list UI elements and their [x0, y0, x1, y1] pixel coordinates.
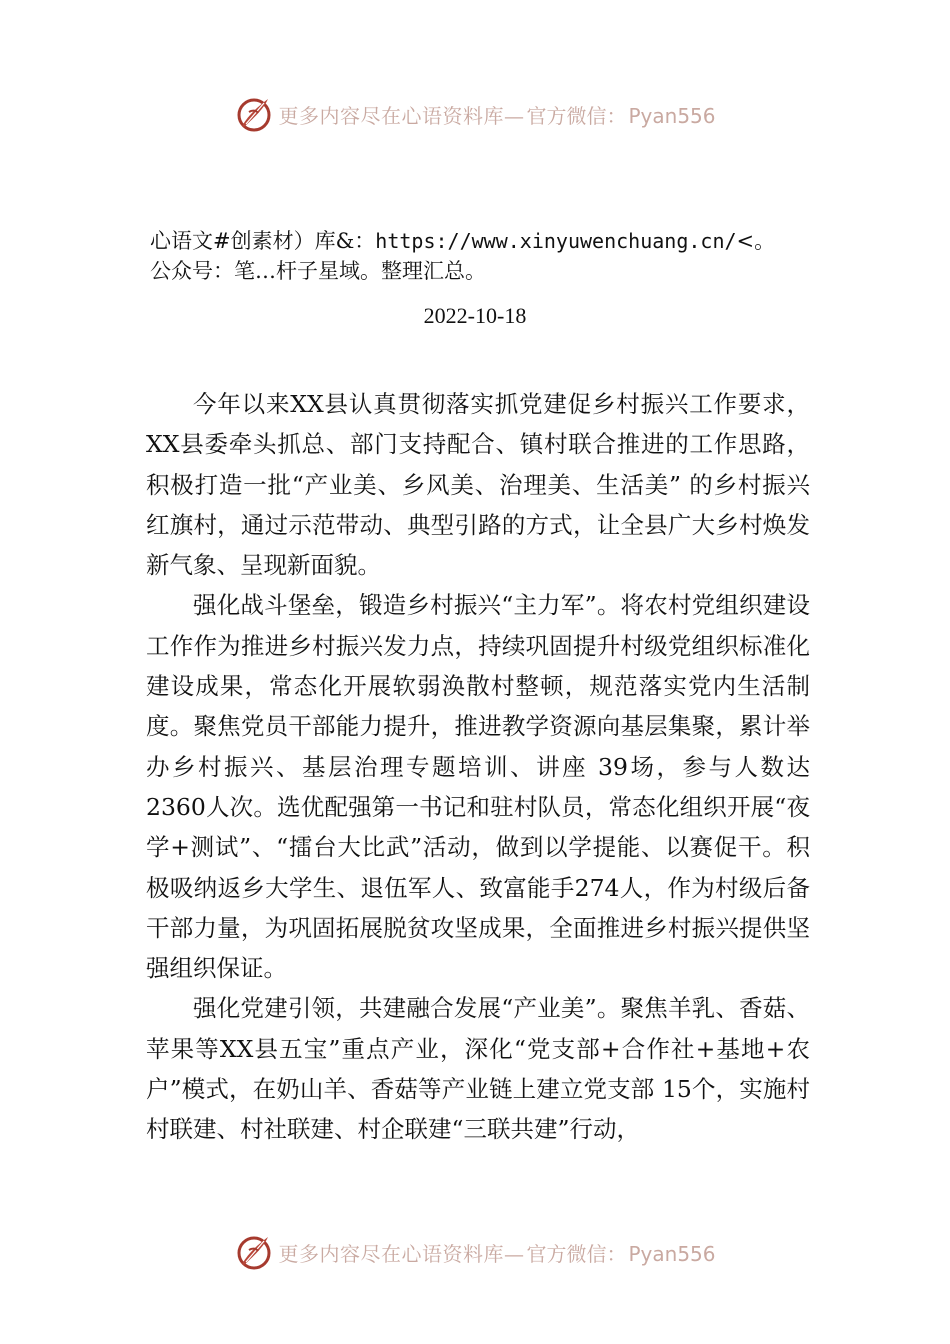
- banner-main-text: 更多内容尽在心语资料库—: [278, 103, 525, 128]
- source-suffix: <。: [736, 229, 776, 253]
- source-prefix: 心语文#创素材）库&：: [150, 229, 376, 253]
- footer-watermark-banner: [0, 1230, 950, 1274]
- document-body: [146, 384, 810, 1150]
- header-watermark-banner: [0, 92, 950, 136]
- source-line-1: [150, 226, 775, 256]
- quill-pen-logo-icon: [234, 94, 274, 134]
- banner-wechat-label: 官方微信：: [526, 103, 627, 128]
- banner-wechat-label: 官方微信：: [526, 1241, 627, 1266]
- banner-wechat-id: Pyan556: [628, 103, 716, 128]
- banner-wechat-id: Pyan556: [628, 1241, 716, 1266]
- paragraph-industry: 强化党建引领，共建融合发展“产业美”。聚焦羊乳、香菇、苹果等XX县五宝”重点产业，深化“党支部+合作社+基地+农户”模式，在奶山羊、香菇等产业链上建立党支部 15个，实施村村联建、村社联建、村企联建“三联共建”行动，: [146, 994, 810, 1144]
- source-url: https://www.xinyuwenchuang.cn/: [375, 229, 737, 253]
- source-line-2: 公众号：笔…杆子星域。整理汇总。: [150, 259, 486, 283]
- paragraph-intro: 今年以来XX县认真贯彻落实抓党建促乡村振兴工作要求，XX县委牵头抓总、部门支持配合、镇村联合推进的工作思路，积极打造一批“产业美、乡风美、治理美、生活美” 的乡村振兴红旗村，通过示范带动、典型引路的方式，让全县广大乡村焕发新气象、呈现新面貌。: [146, 390, 810, 580]
- quill-pen-logo-icon: [234, 1232, 274, 1272]
- paragraph-organization: 强化战斗堡垒，锻造乡村振兴“主力军”。将农村党组织建设工作作为推进乡村振兴发力点，持续巩固提升村级党组织标准化建设成果，常态化开展软弱涣散村整顿，规范落实党内生活制度。聚焦党员干部能力提升，推进教学资源向基层集聚，累计举办乡村振兴、基层治理专题培训、讲座 39场，参与人数达 2360人次。选优配强第一书记和驻村队员，常态化组织开展“夜学+测试”、“擂台大比武”活动，做到以学提能、以赛促干。积极吸纳返乡大学生、退伍军人、致富能手274人，作为村级后备干部力量，为巩固拓展脱贫攻坚成果，全面推进乡村振兴提供坚强组织保证。: [146, 591, 810, 983]
- banner-main-text: 更多内容尽在心语资料库—: [278, 1241, 525, 1266]
- document-date: 2022-10-18: [423, 303, 527, 328]
